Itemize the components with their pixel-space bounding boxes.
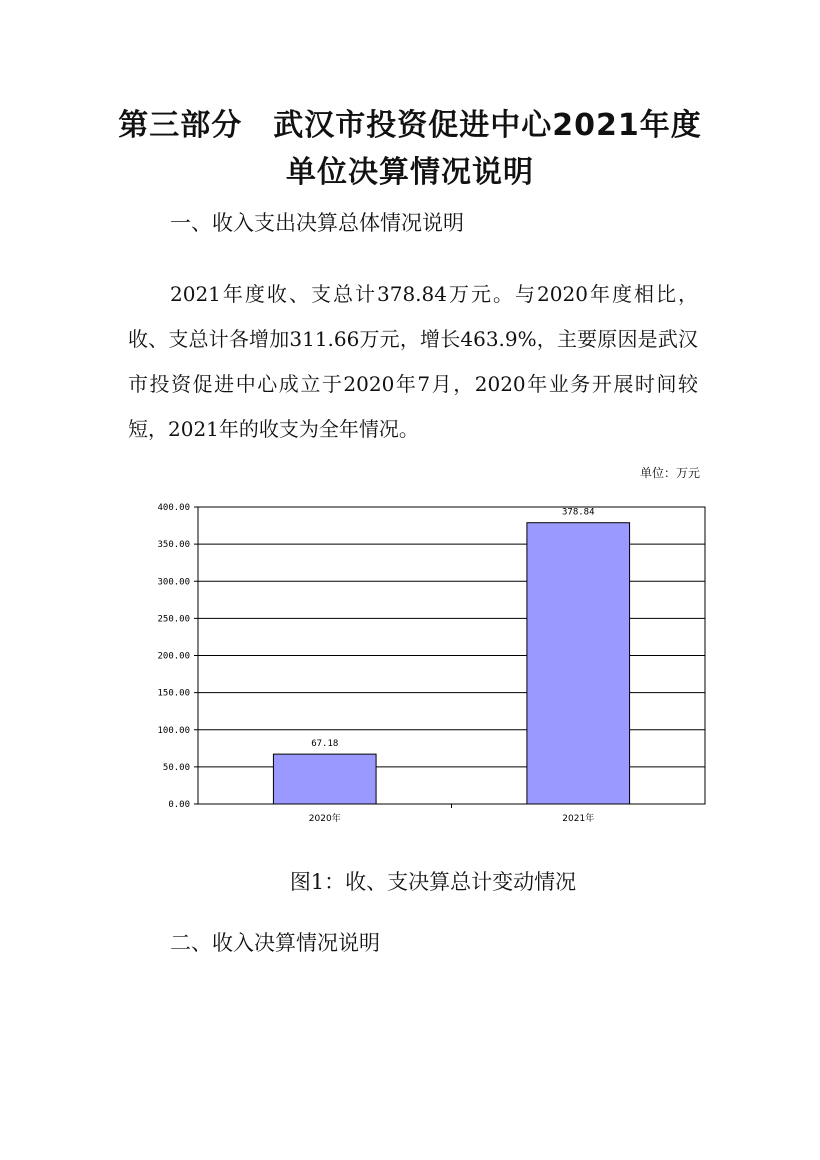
section2-heading: 二、收入决算情况说明 <box>170 931 380 955</box>
y-tick-label: 250.00 <box>157 614 190 625</box>
y-tick-label: 150.00 <box>157 688 190 699</box>
data-label: 67.18 <box>311 739 339 750</box>
y-tick-label: 350.00 <box>157 540 190 551</box>
page-title-line1: 第三部分 武汉市投资促进中心2021年度 <box>118 108 702 143</box>
y-tick-label: 0.00 <box>168 800 190 810</box>
y-tick-label: 400.00 <box>157 503 190 513</box>
section1-heading: 一、收入支出决算总体情况说明 <box>170 211 464 235</box>
x-tick-label: 2021年 <box>562 814 595 824</box>
data-label: 378.84 <box>561 507 595 518</box>
unit-label: 单位：万元 <box>639 466 700 480</box>
y-tick-label: 100.00 <box>157 725 190 736</box>
figure-caption: 图1：收、支决算总计变动情况 <box>289 870 577 894</box>
y-tick-label: 50.00 <box>162 762 190 773</box>
summary-paragraph: 2021年度收、支总计378.84万元。与2020年度相比，收、支总计各增加311.66万元，增长463.9%，主要原因是武汉市投资促进中心成立于2020年7月，2020年业务开展时间较短，2021年的收支为全年情况。 <box>128 282 698 441</box>
bar <box>527 523 630 804</box>
y-tick-label: 200.00 <box>157 651 190 662</box>
x-tick-label: 2020年 <box>308 814 341 824</box>
y-tick-label: 300.00 <box>157 577 190 588</box>
bar <box>273 754 376 804</box>
page-title-line2: 单位决算情况说明 <box>286 155 534 190</box>
